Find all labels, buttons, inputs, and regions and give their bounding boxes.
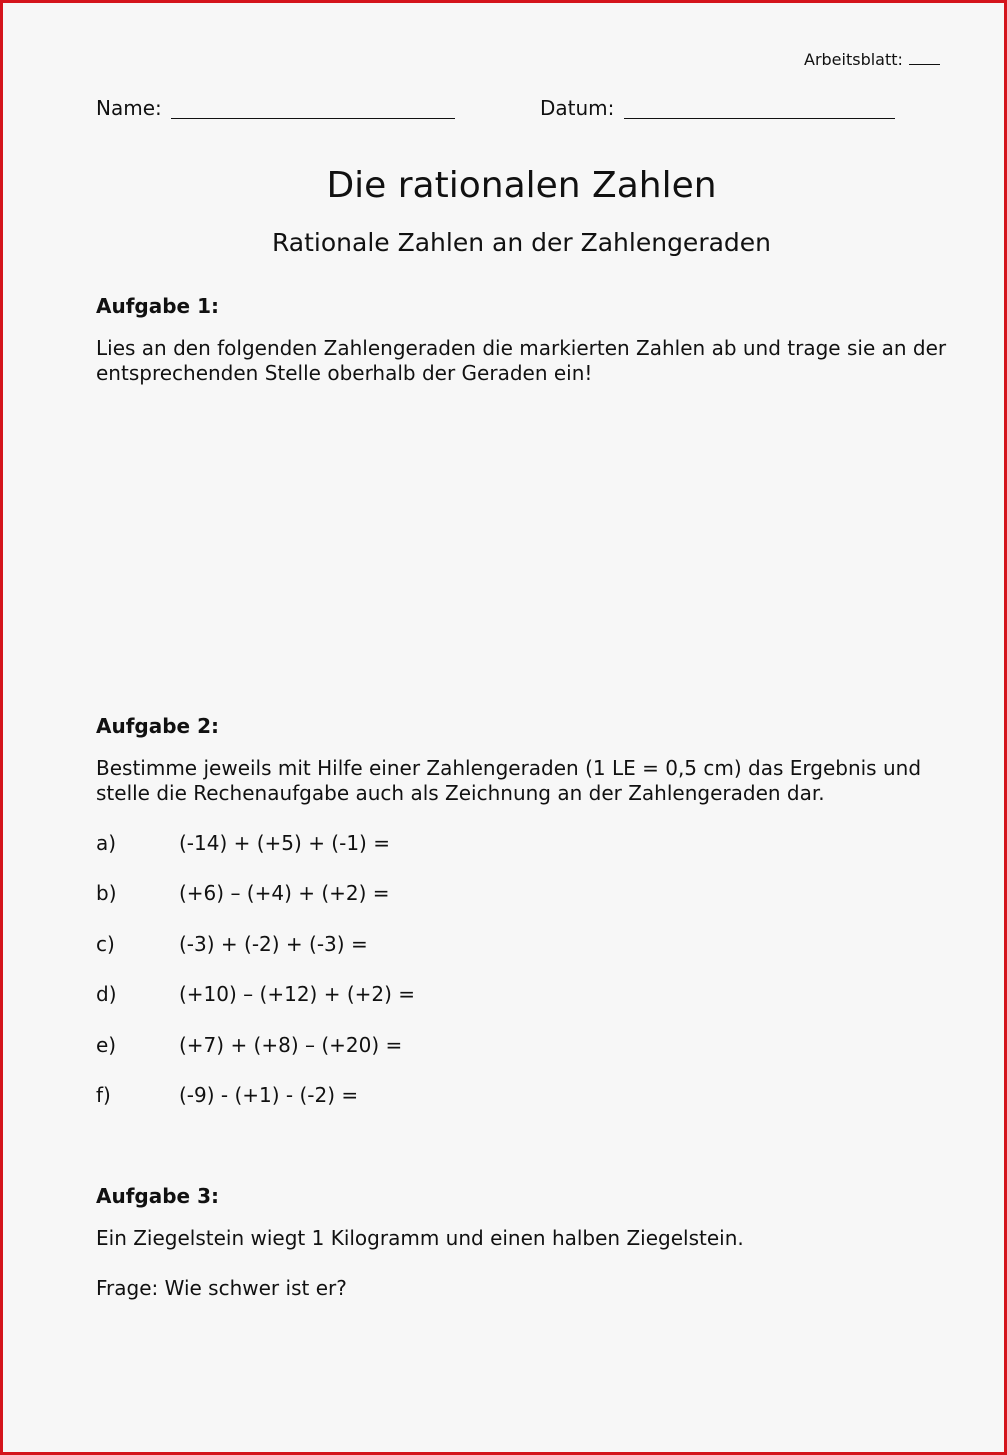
date-label: Datum: bbox=[540, 96, 615, 120]
exercise-expression: (-9) - (+1) - (-2) = bbox=[179, 1083, 359, 1107]
exercise-letter: c) bbox=[96, 932, 115, 956]
worksheet-label: Arbeitsblatt: bbox=[804, 50, 903, 69]
exercise-expression: (+10) – (+12) + (+2) = bbox=[179, 982, 416, 1006]
task2-heading: Aufgabe 2: bbox=[96, 714, 219, 738]
date-field[interactable] bbox=[624, 118, 895, 119]
page-title: Die rationalen Zahlen bbox=[326, 165, 717, 206]
exercise-expression: (+6) – (+4) + (+2) = bbox=[179, 881, 390, 905]
task3-question: Frage: Wie schwer ist er? bbox=[96, 1276, 347, 1300]
exercise-letter: a) bbox=[96, 831, 117, 855]
exercise-expression: (+7) + (+8) – (+20) = bbox=[179, 1033, 403, 1057]
exercise-expression: (-3) + (-2) + (-3) = bbox=[179, 932, 368, 956]
name-label: Name: bbox=[96, 96, 162, 120]
exercise-letter: b) bbox=[96, 881, 117, 905]
task2-instructions: Bestimme jeweils mit Hilfe einer Zahlengeraden (1 LE = 0,5 cm) das Ergebnis und stelle die Rechenaufgabe auch als Zeichnung an der Zahlengeraden dar. bbox=[96, 756, 922, 805]
exercise-expression: (-14) + (+5) + (-1) = bbox=[179, 831, 390, 855]
exercise-letter: e) bbox=[96, 1033, 117, 1057]
worksheet-number-blank[interactable] bbox=[909, 50, 940, 65]
task1-heading: Aufgabe 1: bbox=[96, 294, 219, 318]
task3-text: Ein Ziegelstein wiegt 1 Kilogramm und einen halben Ziegelstein. bbox=[96, 1226, 744, 1250]
worksheet-number bbox=[804, 50, 940, 69]
exercise-letter: f) bbox=[96, 1083, 111, 1107]
page-subtitle: Rationale Zahlen an der Zahlengeraden bbox=[271, 228, 772, 257]
task1-instructions: Lies an den folgenden Zahlengeraden die markierten Zahlen ab und trage sie an der entsprechenden Stelle oberhalb der Geraden ein! bbox=[96, 336, 947, 385]
exercise-letter: d) bbox=[96, 982, 117, 1006]
task3-heading: Aufgabe 3: bbox=[96, 1184, 219, 1208]
name-field[interactable] bbox=[171, 118, 455, 119]
